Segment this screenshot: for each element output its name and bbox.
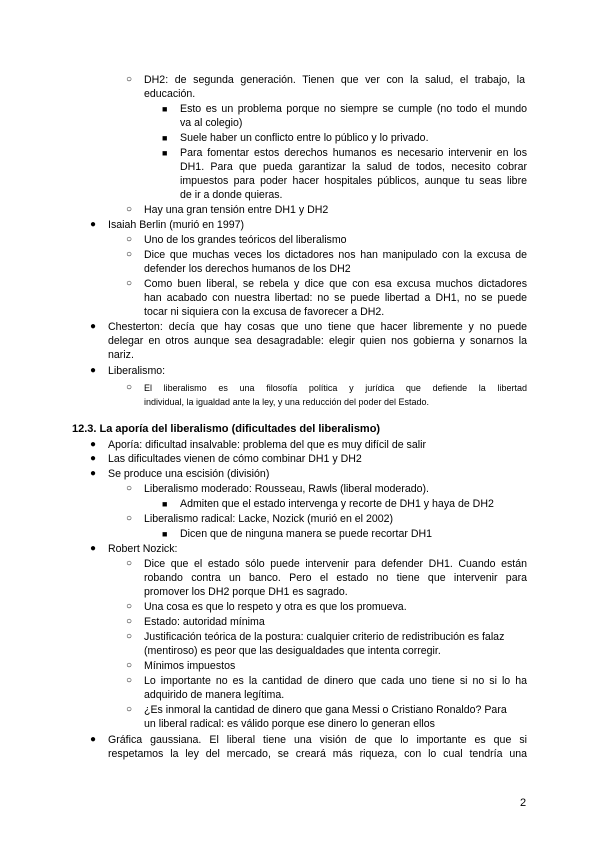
bullet-square (162, 497, 167, 512)
bullet-filled-circle (90, 364, 96, 378)
bullet-filled-circle (90, 467, 96, 481)
berlin-sub1: Uno de los grandes teóricos del liberalismo (144, 234, 347, 246)
berlin-sub2-line-1: Dice que muchas veces los dictadores nos han manipulado con la excusa de (144, 249, 527, 261)
nozick-sub6-line-1: Lo importante no es la cantidad de dinero que cada uno tiene si no si lo ha (144, 675, 527, 687)
moderado-text: Liberalismo moderado: Rousseau, Rawls (liberal moderado). (144, 483, 429, 495)
radical-text: Liberalismo radical: Lacke, Nozick (murió en el 2002) (144, 513, 394, 525)
bullet-hollow-circle (126, 557, 132, 571)
bullet-square (162, 102, 167, 117)
bullet-hollow-circle (126, 203, 132, 217)
nozick-label: Robert Nozick: (108, 543, 178, 555)
tension-text: Hay una gran tensión entre DH1 y DH2 (144, 204, 329, 216)
bullet-filled-circle (90, 438, 96, 452)
dh2-definition-line-2: educación. (144, 88, 196, 100)
page-number: 2 (520, 797, 527, 809)
dh2-sub1-line-1: Esto es un problema porque no siempre se cumple (no todo el mundo (180, 103, 527, 115)
nozick-sub2: Una cosa es que lo respeto y otra es que los promueva. (144, 601, 407, 613)
bullet-hollow-circle (126, 674, 132, 688)
dh2-sub3-line-2: DH1. Para que pueda garantizar la salud de todos, necesito cobrar (180, 161, 527, 173)
dh2-sub3-line-4: de ir a donde quieras. (180, 189, 283, 201)
nozick-sub6-line-2: adquirido de manera legítima. (144, 689, 285, 701)
nozick-sub1-line-1: Dice que el estado sólo puede intervenir para defender DH1. Cuando están (144, 558, 527, 570)
section-heading: 12.3. La aporía del liberalismo (dificultades del liberalismo) (72, 423, 381, 435)
radical-sub: Dicen que de ninguna manera se puede recortar DH1 (180, 528, 433, 540)
nozick-sub7-line-1: ¿Es inmoral la cantidad de dinero que gana Messi o Cristiano Ronaldo? Para (144, 704, 507, 716)
liberalismo-label: Liberalismo: (108, 365, 166, 377)
bullet-square (162, 527, 167, 542)
bullet-filled-circle (90, 218, 96, 232)
nozick-sub1-line-2: robando contra un banco. Pero el estado no tiene que intervenir para (144, 572, 527, 584)
dificultades-text: Las dificultades vienen de cómo combinar DH1 y DH2 (108, 453, 362, 465)
bullet-filled-circle (90, 320, 96, 334)
bullet-square (162, 146, 167, 161)
dh2-sub3-line-1: Para fomentar estos derechos humanos es necesario intervenir en los (180, 147, 527, 159)
berlin-sub3-line-2: han acabado con nuestra libertad: no se puede libertad a DH1, no se puede (144, 292, 527, 304)
moderado-sub: Admiten que el estado intervenga y recorte de DH1 y haya de DH2 (180, 498, 494, 510)
bullet-hollow-circle (126, 248, 132, 262)
chesterton-line-1: Chesterton: decía que hay cosas que uno tiene que hacer libremente y no puede (108, 321, 527, 333)
bullet-filled-circle (90, 452, 96, 466)
nozick-sub4-line-2: (mentiroso) es peor que las desigualdades que intenta corregir. (144, 645, 441, 657)
liberalismo-definition-line-2: individual, la igualdad ante la ley, y una reducción del poder del Estado. (144, 397, 430, 407)
bullet-hollow-circle (126, 482, 132, 496)
nozick-sub1-line-3: promover los DH2 porque DH1 es sagrado. (144, 586, 348, 598)
dh2-sub2: Suele haber un conflicto entre lo público y lo privado. (180, 132, 429, 144)
bullet-hollow-circle (126, 600, 132, 614)
dh2-sub3-line-3: impuestos para poder hacer hospitales públicos, aunque tu seas libre (180, 175, 527, 187)
bullet-hollow-circle (126, 630, 132, 644)
bullet-hollow-circle (126, 512, 132, 526)
bullet-hollow-circle (126, 381, 132, 395)
nozick-sub7-line-2: un liberal radical: es válido porque ese dinero lo generan ellos (144, 718, 435, 730)
berlin-sub3-line-3: tocar ni siquiera con la excusa de favorecer a DH2. (144, 306, 385, 318)
nozick-sub4-line-1: Justificación teórica de la postura: cualquier criterio de redistribución es falaz (144, 631, 505, 643)
berlin-sub3-line-1: Como buen liberal, se rebela y dice que con esa excusa muchos dictadores (144, 278, 527, 290)
gaussiana-line-2: respetamos la ley del mercado, se creará más riqueza, con lo cual tendría una (108, 748, 527, 760)
aporia-text: Aporía: dificultad insalvable: problema del que es muy difícil de salir (108, 439, 426, 451)
liberalismo-definition-line-1: El liberalismo es una filosofía política y jurídica que defiende la libertad (144, 383, 527, 393)
dh2-definition-line-1: DH2: de segunda generación. Tienen que ver con la salud, el trabajo, la (144, 74, 525, 86)
nozick-sub5: Mínimos impuestos (144, 660, 236, 672)
berlin-sub2-line-2: defender los derechos humanos de los DH2 (144, 263, 351, 275)
bullet-hollow-circle (126, 233, 132, 247)
chesterton-line-3: nariz. (108, 349, 134, 361)
bullet-hollow-circle (126, 73, 132, 87)
bullet-filled-circle (90, 733, 96, 747)
escision-text: Se produce una escisión (división) (108, 468, 270, 480)
bullet-hollow-circle (126, 659, 132, 673)
chesterton-line-2: delegar en otros aunque sea desagradable: elegir quien nos gobierna y sonarnos la (108, 335, 527, 347)
bullet-hollow-circle (126, 703, 132, 717)
berlin-text: Isaiah Berlin (murió en 1997) (108, 219, 245, 231)
bullet-hollow-circle (126, 615, 132, 629)
dh2-sub1-line-2: va al colegio) (180, 117, 243, 129)
bullet-hollow-circle (126, 277, 132, 291)
gaussiana-line-1: Gráfica gaussiana. El liberal tiene una visión de que lo importante es que si (108, 734, 527, 746)
bullet-filled-circle (90, 542, 96, 556)
nozick-sub3: Estado: autoridad mínima (144, 616, 265, 628)
bullet-square (162, 131, 167, 146)
